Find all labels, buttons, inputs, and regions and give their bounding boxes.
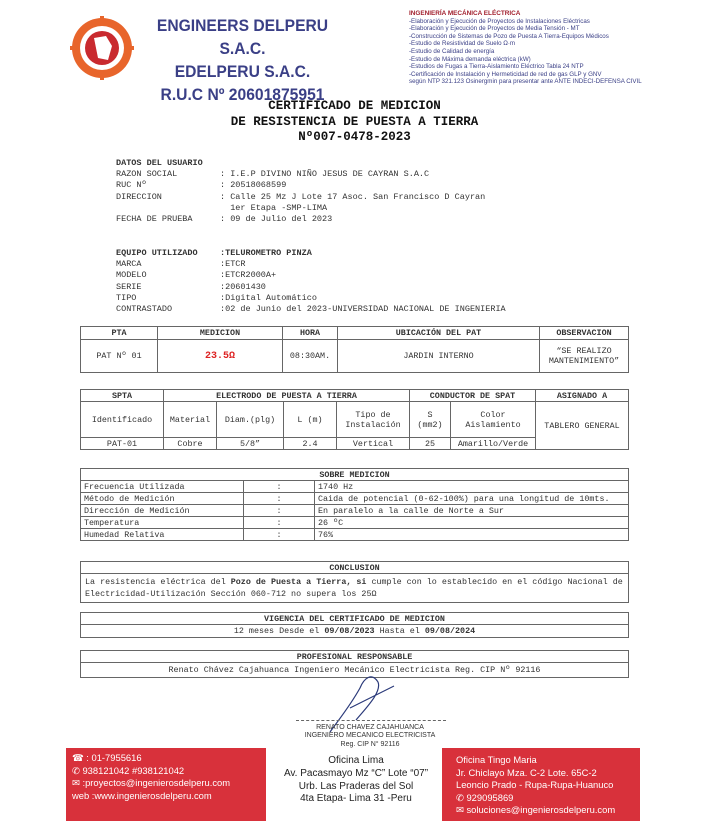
table-cell: 5/8”	[217, 438, 284, 450]
field-label: RAZON SOCIAL	[116, 169, 178, 180]
field-value: : Calle 25 Mz J Lote 17 Asoc. San Francisco D Cayran	[220, 191, 486, 202]
subheader-cell: Tipo de Instalación	[337, 402, 410, 438]
field-value: : 20518068599	[220, 180, 287, 191]
subheader-cell: Identificado	[81, 402, 164, 438]
column-header: CONDUCTOR DE SPAT	[410, 390, 536, 402]
conclusion-box	[80, 561, 629, 603]
table-row: Frecuencia Utilizada : 1740 Hz	[81, 481, 629, 493]
table-cell: 25	[410, 438, 451, 450]
text-run: cumple con lo establecido en el código Nacional de Electricidad-Utilización Sección 060-712 no supera los 25Ω	[85, 577, 623, 599]
subheader-cell: Diam.(plg)	[217, 402, 284, 438]
assigned-to: TABLERO GENERAL	[536, 402, 629, 450]
date-from: 09/08/2023	[324, 626, 375, 636]
email-line[interactable]	[456, 804, 640, 817]
email-link[interactable]: soluciones@ingenierosdelperu.com	[466, 804, 616, 816]
field-value: :Digital Automático	[220, 292, 317, 303]
office-address: 4ta Etapa- Lima 31 -Peru	[300, 793, 412, 805]
table-cell: “SE REALIZO MANTENIMIENTO”	[540, 340, 629, 373]
field-value: :ETCR2000A+	[220, 270, 277, 281]
table-row: Método de Medición : Caida de potencial (0-62-100%) para una longitud de 10mts.	[81, 493, 629, 505]
web-link[interactable]: web :www.ingenierosdelperu.com	[72, 789, 212, 801]
pat-table	[80, 326, 629, 373]
column-header: PTA	[81, 327, 158, 340]
email-icon: ✉	[456, 804, 464, 816]
email-icon: ✉	[72, 777, 80, 789]
field-label: MARCA	[116, 259, 142, 270]
office-address: Jr. Chiclayo Mza. C-2 Lote. 65C-2	[456, 766, 597, 778]
mobile-number: 938121042 #938121042	[82, 764, 185, 776]
field-label: Frecuencia Utilizada	[81, 481, 244, 493]
field-value: Caida de potencial (0-62-100%) para una longitud de 10mts.	[315, 493, 629, 505]
field-label: TIPO	[116, 292, 137, 303]
signature-name: RENATO CHAVEZ CAJAHUANCA	[316, 724, 424, 731]
field-label: MODELO	[116, 270, 147, 281]
table-cell: JARDIN INTERNO	[338, 340, 540, 373]
field-value: :20601430	[220, 281, 266, 292]
title-line: DE RESISTENCIA DE PUESTA A TIERRA	[230, 114, 479, 129]
subheader-cell: Material	[164, 402, 217, 438]
email-link[interactable]: :proyectos@ingenierosdelperu.com	[82, 777, 231, 789]
subheader-cell: Color Aislamiento	[451, 402, 536, 438]
phone-line	[72, 752, 266, 765]
section-heading: CONCLUSION	[81, 562, 629, 574]
equipment-heading: EQUIPO UTILIZADO	[116, 248, 198, 258]
mobile-line	[72, 765, 266, 778]
table-cell: PAT-01	[81, 438, 164, 450]
field-value: En paralelo a la calle de Norte a Sur	[315, 505, 629, 517]
table-row: Humedad Relativa : 76%	[81, 529, 629, 541]
service-item: -Construcción de Sistemas de Pozo de Puesta A Tierra-Equipos Médicos	[409, 32, 609, 40]
company-logo	[70, 16, 134, 80]
signature-line	[296, 720, 446, 721]
phone-number: : 01-7955616	[86, 752, 142, 763]
column-header: HORA	[283, 327, 338, 340]
equipment-name: :TELUROMETRO PINZA	[220, 248, 312, 258]
subheader-cell: S (mm2)	[410, 402, 451, 438]
field-value: : I.E.P DIVINO NIÑO JESUS DE CAYRAN S.A.C	[220, 169, 430, 180]
spat-table	[80, 389, 629, 450]
section-heading: SOBRE MEDICION	[81, 469, 629, 481]
service-item: -Estudio de Resistividad de Suelo Ω·m	[409, 40, 516, 48]
whatsapp-icon: ✆	[456, 791, 464, 803]
field-label: CONTRASTADO	[116, 304, 173, 315]
footer-contact	[66, 748, 266, 821]
table-row: Temperatura : 26 ºC	[81, 517, 629, 529]
title-line: CERTIFICADO DE MEDICION	[268, 99, 441, 113]
office-address: Av. Pacasmayo Mz “C” Lote “07”	[283, 767, 429, 779]
professional-text: Renato Chávez Cajahuanca Ingeniero Mecánico Electricista Reg. CIP Nº 92116	[81, 663, 629, 678]
signature-block	[290, 724, 450, 749]
table-cell: Amarillo/Verde	[451, 438, 536, 450]
mobile-line	[456, 792, 640, 805]
service-item: -Estudio de Máxima demanda eléctrica (kW)	[409, 55, 531, 63]
certificate-title	[0, 99, 709, 146]
column-header: ELECTRODO DE PUESTA A TIERRA	[164, 390, 410, 402]
user-data-section	[116, 158, 485, 225]
service-item: -Certificación de Instalación y Hermeticidad de red de gas GLP y GNV	[409, 70, 602, 78]
field-label: FECHA DE PRUEBA	[116, 214, 193, 225]
table-cell: PAT Nº 01	[81, 340, 158, 373]
section-heading: PROFESIONAL RESPONSABLE	[81, 651, 629, 663]
field-value: :ETCR	[220, 259, 246, 270]
field-value: : 09 de Julio del 2023	[220, 214, 333, 225]
signature-title: INGENIERO MECANICO ELECTRICISTA	[304, 732, 436, 740]
table-cell: Cobre	[164, 438, 217, 450]
date-to: 09/08/2024	[424, 626, 476, 636]
user-data-heading: DATOS DEL USUARIO	[116, 158, 203, 168]
whatsapp-icon: ✆	[72, 764, 80, 776]
field-label: SERIE	[116, 281, 142, 292]
field-label: Temperatura	[81, 517, 244, 529]
service-item: -Elaboración y Ejecución de Proyectos de Instalaciones Eléctricas	[409, 17, 590, 25]
column-header: ASIGNADO A	[536, 390, 629, 402]
field-label: Dirección de Medición	[81, 505, 244, 517]
field-label: RUC Nº	[116, 180, 147, 191]
measurement-value: 23.5Ω	[158, 340, 283, 373]
office-address: Leoncio Prado - Rupa-Rupa-Huanuco	[456, 779, 614, 791]
equipment-section	[116, 248, 506, 315]
measurement-details-table	[80, 468, 629, 541]
table-row: Dirección de Medición : En paralelo a la calle de Norte a Sur	[81, 505, 629, 517]
footer-office-lima	[276, 755, 436, 806]
field-value: 1740 Hz	[315, 481, 629, 493]
office-address: Urb. Las Praderas del Sol	[298, 780, 414, 792]
service-item: -Elaboración y Ejecución de Proyectos de Media Tensión - MT	[409, 25, 580, 33]
column-header: UBICACIÓN DEL PAT	[338, 327, 540, 340]
services-title: INGENIERÍA MECÁNICA ELÉCTRICA	[409, 10, 521, 17]
office-title: Oficina Lima	[328, 755, 384, 766]
field-label: Humedad Relativa	[81, 529, 244, 541]
text-run-bold: Pozo de Puesta a Tierra, si	[230, 577, 367, 587]
text-run: La resistencia eléctrica del	[85, 577, 231, 587]
column-header: OBSERVACION	[540, 327, 629, 340]
text-run: 12 meses Desde el	[233, 626, 325, 636]
subheader-cell: L (m)	[284, 402, 337, 438]
table-cell: 08:30AM.	[283, 340, 338, 373]
email-line[interactable]	[72, 777, 266, 790]
footer-office-tingo	[442, 748, 640, 821]
office-title: Oficina Tingo Maria	[456, 754, 537, 765]
field-value: 26 ºC	[315, 517, 629, 529]
column-header: SPTA	[81, 390, 164, 402]
signature-cip: Reg. CIP N° 92116	[340, 740, 400, 748]
column-header: MEDICION	[158, 327, 283, 340]
certificate-number: Nº007-0478-2023	[298, 130, 411, 144]
validity-box	[80, 612, 629, 638]
field-label: DIRECCION	[116, 191, 162, 202]
service-item: -Estudio de Calidad de energía	[409, 47, 495, 55]
table-row	[81, 340, 629, 373]
company-name	[148, 14, 337, 106]
mobile-number: 929095869	[466, 791, 514, 803]
validity-text	[81, 625, 629, 638]
company-ruc: R.U.C Nº 20601875951	[160, 85, 325, 104]
phone-icon: ☎	[72, 752, 84, 763]
field-value: 76%	[315, 529, 629, 541]
service-item: según NTP 321.123 Osinergmin para presentar ante ANTE INDECI-DEFENSA CIVIL	[409, 78, 642, 86]
section-heading: VIGENCIA DEL CERTIFICADO DE MEDICION	[81, 613, 629, 625]
field-value: :02 de Junio del 2023-UNIVERSIDAD NACIONAL DE INGENIERIA	[220, 304, 506, 315]
service-item: -Estudios de Fugas a Tierra-Aislamiento Eléctrico Tabla 24 NTP	[409, 63, 584, 71]
table-cell: Vertical	[337, 438, 410, 450]
services-list	[409, 10, 699, 86]
conclusion-text	[81, 574, 629, 603]
company-name-line: ENGINEERS DELPERU S.A.C.	[156, 16, 329, 58]
text-run: Hasta el	[374, 626, 425, 636]
table-cell: 2.4	[284, 438, 337, 450]
field-value: 1er Etapa -SMP-LIMA	[220, 202, 328, 213]
field-label	[116, 203, 220, 214]
field-label: Método de Medición	[81, 493, 244, 505]
company-name-line: EDELPERU S.A.C.	[174, 62, 311, 81]
